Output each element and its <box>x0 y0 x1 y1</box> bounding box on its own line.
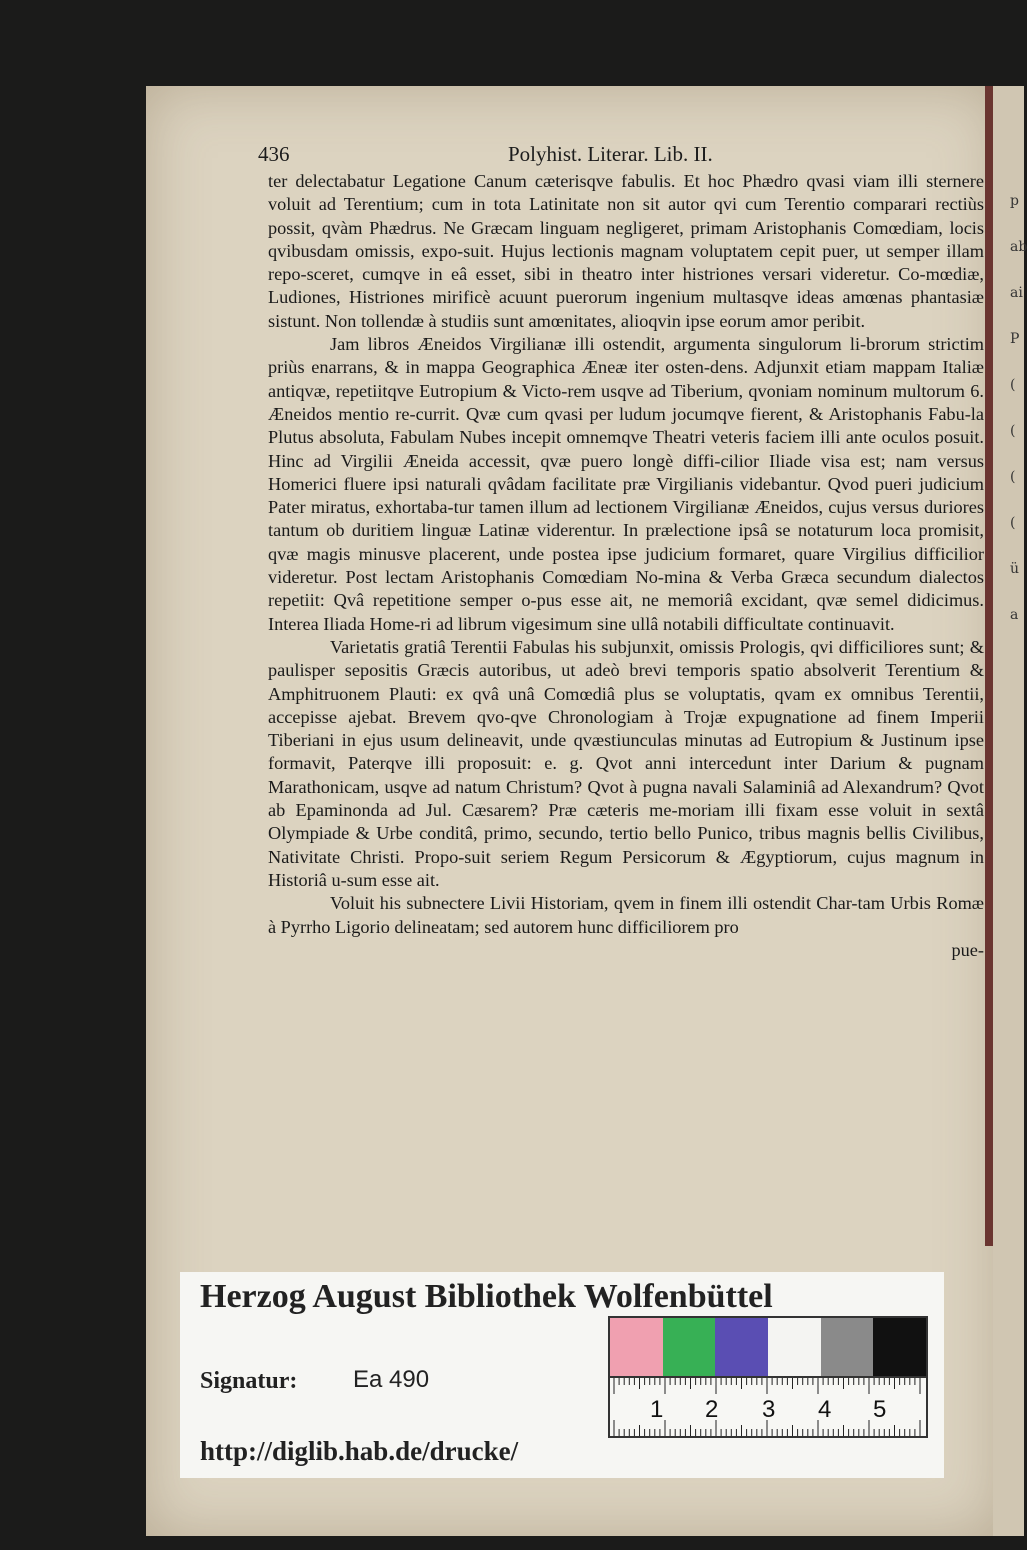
body-text <box>268 170 984 962</box>
ruler-number: 3 <box>762 1396 776 1423</box>
spine-letter: ( <box>1010 469 1016 485</box>
facing-page-letters <box>1010 178 1027 638</box>
color-swatch <box>821 1318 874 1376</box>
catchword: pue- <box>951 939 984 960</box>
scale-ruler <box>608 1376 928 1438</box>
page-number: 436 <box>258 142 290 166</box>
paragraph: Voluit his subnectere Livii Historiam, qvem in finem illi ostendit Char-tam Urbis Romæ à Pyrrho Ligorio delineatam; sed autorem hunc difficiliorem pro <box>268 893 984 937</box>
spine-letter: ab <box>1010 239 1027 255</box>
ruler-number: 2 <box>705 1396 719 1423</box>
library-title: Herzog August Bibliothek Wolfenbüttel <box>200 1278 773 1315</box>
page-header <box>258 142 988 170</box>
library-url: http://diglib.hab.de/drucke/ <box>200 1436 519 1466</box>
spine-letter: ( <box>1010 377 1016 393</box>
running-title: Polyhist. Literar. Lib. II. <box>508 142 713 166</box>
paragraph: Jam libros Æneidos Virgilianæ illi ostendit, argumenta singulorum li-brorum strictim priùs enarrans, & in mappa Geographica Æneæ iter osten-dens. Adjunxit etiam mappam Italiæ antiqvæ, repetiitqve Eutropium & Victo-rem usqve ad Tiberium, qvoniam nominum multorum 6. Æneidos mentio re-currit. Qvæ cum qvasi per ludum jocumqve fierent, & Aristophanis Fabu-la Plutus absoluta, Fabulam Nubes incepit omnemqve Theatri veteris faciem illi ante oculos posuit. Hinc ad Virgilii Æneida accessit, qvæ puero longè diffi-cilior Iliade visa est; nam versus Homerici fluere ipsi naturali qvâdam facilitate præ Virgilianis videbantur. Qvod pueri judicium Pater miratus, exhortaba-tur tamen illum ad lectionem Virgilianæ Æneidos, cujus versus duriores tantum ob duritiem linguæ Latinæ viderentur. In prælectione ipsâ se notaturum loca promisit, qvæ magis minusve placerent, unde postea ipse judicium formaret, quare Virgilius difficilior videretur. Post lectam Aristophanis Comœdiam No-mina & Verba Græca secundum dialectos repetiit: Qvâ repetitione semper o-pus esse ait, ne memoriâ excidant, qvæ semel didicimus. Interea Iliada Home-ri ad librum vigesimum sine ullâ notabili difficultate continuavit. <box>268 334 984 634</box>
library-label <box>180 1272 944 1478</box>
ruler-number: 4 <box>818 1396 832 1423</box>
paragraph: Varietatis gratiâ Terentii Fabulas his subjunxit, omissis Prologis, qvi difficiliores sunt; & paulisper sepositis Græcis autoribus, ut adeò brevi temporis spatio absolverit Terentium & Amphitruonem Plauti: ex qvâ unâ Comœdiâ plus se voluptatis, qvam ex omnibus Terentii, accepisse ajebat. Brevem qvo-qve Chronologiam à Trojæ expugnatione ad finem Imperii Tiberiani in ejus usum delineavit, unde qvæstiunculas minutas ad Eutropium & Justinum ipse formavit, Paterqve illi proposuit: e. g. Qvot anni intercedunt inter Darium & pugnam Marathonicam, usqve ad natum Christum? Qvot à pugna navali Salaminiâ ad Alexandrum? Qvot ab Epaminonda ad Jul. Cæsarem? Præ cæteris me-moriam illi fixam esse voluit in sextâ Olympiade & Urbe conditâ, primo, secundo, tertio bello Punico, tribus magnis bellis Civilibus, Nativitate Christi. Propo-suit seriem Regum Persicorum & Ægyptiorum, cujus magnum in Historiâ u-sum esse ait. <box>268 636 984 890</box>
signature-label: Signatur: <box>200 1368 298 1394</box>
color-swatch <box>768 1318 821 1376</box>
color-swatch <box>715 1318 768 1376</box>
spine-letter: P <box>1010 331 1020 347</box>
spine-letter: ( <box>1010 515 1016 531</box>
spine-letter: ü <box>1010 561 1020 577</box>
spine-letter: ( <box>1010 423 1016 439</box>
color-swatch <box>663 1318 716 1376</box>
color-swatch <box>873 1318 926 1376</box>
binding-edge <box>985 86 993 1246</box>
spine-letter: a <box>1010 607 1019 623</box>
paragraph: ter delectabatur Legatione Canum cæterisqve fabulis. Et hoc Phædro qvasi viam illi sternere voluit ad Terentium; cum in tota Latinitate non sit autor qvi cum Terentio comparari rectiùs possit, qvàm Phædrus. Ne Græcam linguam negligeret, primam Aristophanis Comœdiam, locis qvibusdam omissis, expo-suit. Hujus lectionis magnam voluptatem cepit puer, ut semper illam repo-sceret, cumqve in eâ esset, sibi in theatro inter histriones versari videretur. Co-mœdiæ, Ludiones, Histriones mirificè acuunt puerorum ingenium multasqve ideas amœnas phantasiæ sistunt. Non tollendæ à studiis sunt amœnitates, alioqvin ipse eorum amor peribit. <box>268 171 984 331</box>
signature-value: Ea 490 <box>353 1366 430 1393</box>
color-swatch <box>610 1318 663 1376</box>
spine-letter: p <box>1010 193 1019 209</box>
ruler-number: 1 <box>650 1396 664 1423</box>
spine-letter: ai <box>1010 285 1023 301</box>
ruler-number: 5 <box>873 1396 887 1423</box>
color-calibration-strip <box>608 1316 928 1378</box>
